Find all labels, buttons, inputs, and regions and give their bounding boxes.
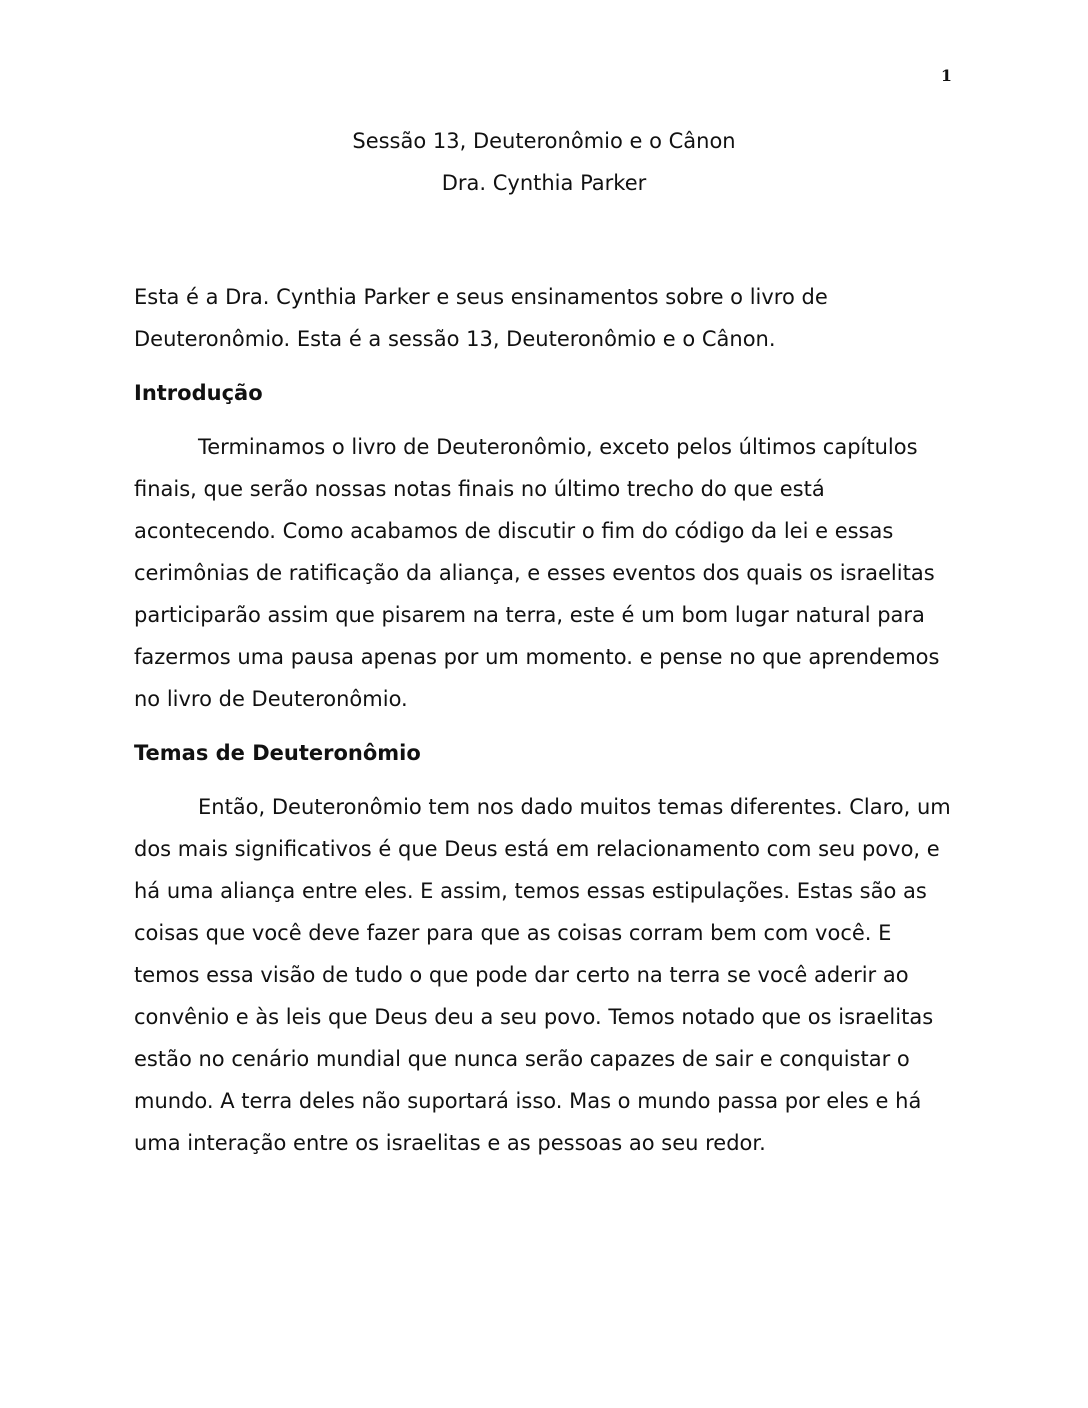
intro-paragraph: Esta é a Dra. Cynthia Parker e seus ensinamentos sobre o livro de Deuteronômio. Esta é a sessão 13, Deuteronômio e o Cânon. [134,285,828,351]
section-paragraph-temas: Então, Deuteronômio tem nos dado muitos temas diferentes. Claro, um dos mais significativos é que Deus está em relacionamento com seu povo, e há uma aliança entre eles. E assim, temos essas estipulações. Estas são as coisas que você deve fazer para que as coisas corram bem com você. E temos essa visão de tudo o que pode dar certo na terra se você aderir ao convênio e às leis que Deus deu a seu povo. Temos notado que os israelitas estão no cenário mundial que nunca serão capazes de sair e conquistar o mundo. A terra deles não suportará isso. Mas o mundo passa por eles e há uma interação entre os israelitas e as pessoas ao seu redor. [134,795,951,1155]
section-heading-introducao: Introdução [134,381,263,405]
section-heading-temas: Temas de Deuteronômio [134,741,421,765]
document-title: Sessão 13, Deuteronômio e o Cânon [352,129,736,153]
document-author: Dra. Cynthia Parker [441,171,647,195]
section-paragraph-introducao: Terminamos o livro de Deuteronômio, exceto pelos últimos capítulos finais, que serão nossas notas finais no último trecho do que está acontecendo. Como acabamos de discutir o fim do código da lei e essas cerimônias de ratificação da aliança, e esses eventos dos quais os israelitas participarão assim que pisarem na terra, este é um bom lugar natural para fazermos uma pausa apenas por um momento. e pense no que aprendemos no livro de Deuteronômio. [134,435,940,711]
document-body [134,120,954,1164]
page-number: 1 [940,66,952,85]
